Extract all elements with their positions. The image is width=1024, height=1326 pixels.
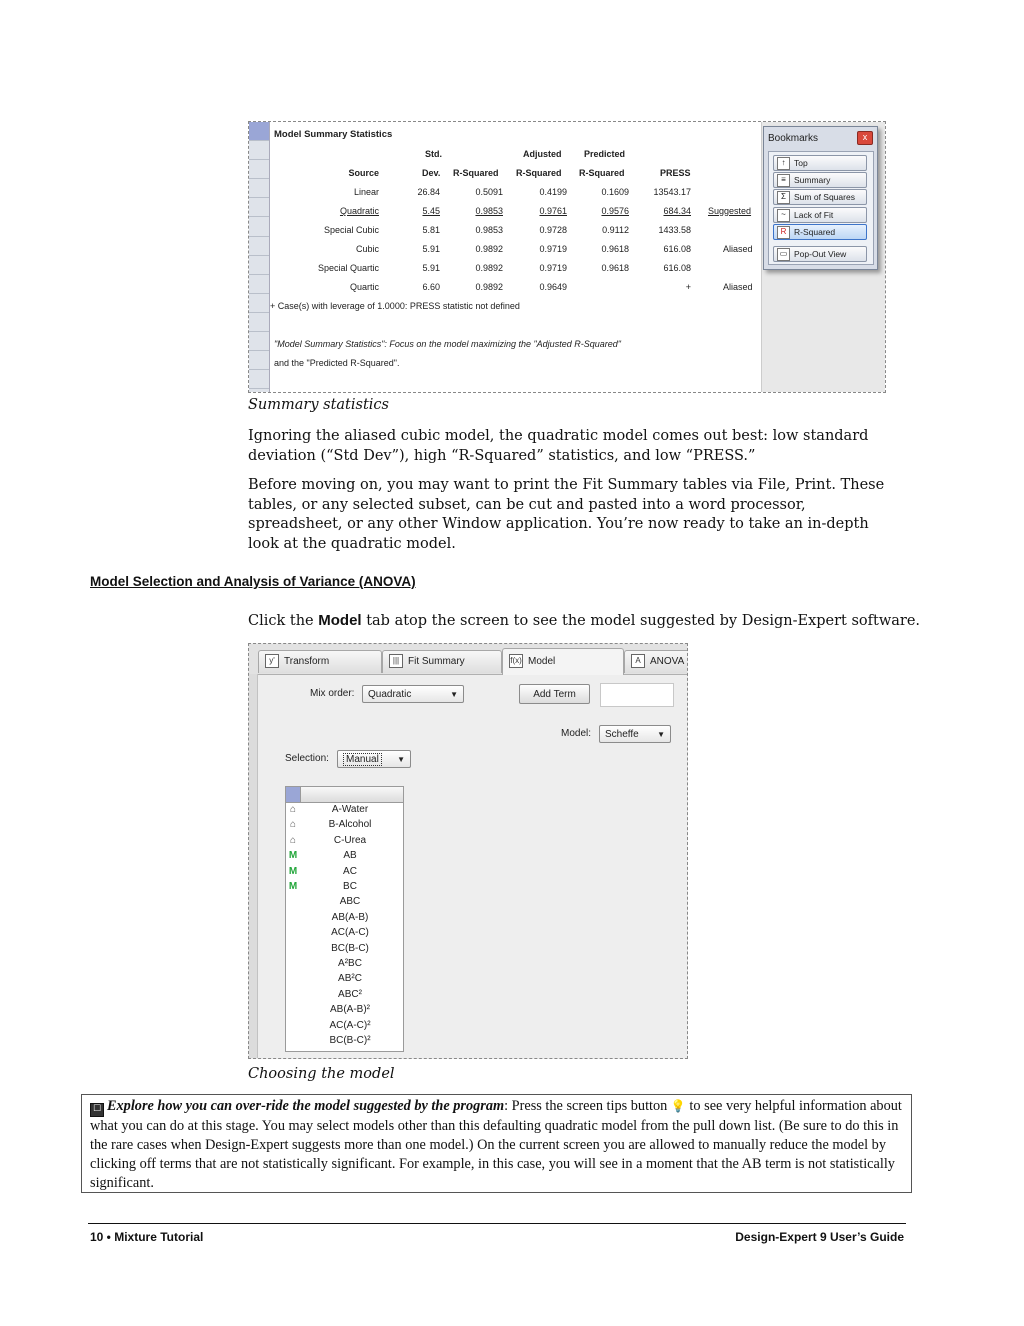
row-press: 616.08 — [663, 244, 691, 254]
row-r2: 0.9892 — [475, 263, 503, 273]
term-row[interactable]: ⌂ B-Alcohol — [286, 817, 403, 832]
bookmark-sum-of-squares-button[interactable]: Σ Sum of Squares — [773, 189, 867, 205]
add-term-input[interactable] — [600, 683, 674, 707]
term-row[interactable]: AB(A-B)² — [330, 1004, 370, 1016]
row-pred-r2: 0.1609 — [601, 187, 629, 197]
function-icon: f(x) — [509, 654, 523, 668]
summary-table — [270, 122, 760, 392]
tab-transform[interactable]: y' Transform — [258, 650, 382, 673]
row-note: Suggested — [708, 206, 752, 216]
row-press: + — [685, 282, 691, 292]
model-term-icon: M — [288, 881, 298, 892]
row-pred-r2: 0.9618 — [601, 263, 629, 273]
term-row[interactable]: BC(B-C)² — [329, 1035, 371, 1046]
row-std-dev: 5.91 — [422, 244, 440, 254]
header-press: PRESS — [660, 168, 691, 178]
bookmarks-title: Bookmarks — [768, 133, 819, 144]
tab-bar — [249, 644, 687, 675]
chevron-down-icon: ▼ — [397, 755, 405, 764]
row-r2: 0.9853 — [475, 206, 503, 216]
selection-label: Selection: — [285, 753, 329, 764]
row-adj-r2: 0.9719 — [539, 263, 567, 273]
lock-icon: ⌂ — [289, 819, 297, 831]
footer-right: Design-Expert 9 User’s Guide — [735, 1230, 904, 1244]
row-press: 1433.58 — [658, 225, 691, 235]
selection-dropdown[interactable]: Manual ▼ — [337, 750, 411, 768]
leverage-note: + Case(s) with leverage of 1.0000: PRESS statistic not defined — [270, 301, 520, 311]
row-number-column — [249, 122, 270, 392]
focus-note-1: "Model Summary Statistics": Focus on the model maximizing the "Adjusted R-Squared" — [274, 339, 621, 349]
mix-order-dropdown[interactable]: Quadratic ▼ — [362, 685, 464, 703]
tab-model[interactable]: f(x) Model — [502, 648, 624, 675]
row-pred-r2: 0.9576 — [601, 206, 629, 216]
row-std-dev: 26.84 — [417, 187, 440, 197]
row-r2: 0.9892 — [475, 282, 503, 292]
lightbulb-icon: 💡 — [670, 1099, 686, 1113]
model-label: Model: — [561, 728, 592, 739]
row-note: Aliased — [723, 244, 753, 254]
bookmark-summary-button[interactable]: ≡ Summary — [773, 172, 867, 188]
row-source: Quartic — [349, 282, 379, 292]
fit-summary-icon: ||| — [389, 654, 403, 668]
term-row[interactable]: ⌂ C-Urea — [286, 833, 403, 848]
paragraph-ignoring: Ignoring the aliased cubic model, the quadratic model comes out best: low standard deviation (“Std Dev”), high “R-Squared” statistics, and low “PRESS.” — [248, 428, 869, 464]
paragraph-click-model: Click the Model tab atop the screen to see the model suggested by Design-Expert software. — [248, 612, 921, 629]
header-dev: Dev. — [422, 168, 441, 178]
summary-table-title: Model Summary Statistics — [274, 129, 393, 140]
term-row[interactable]: ⌂ A-Water — [286, 802, 403, 817]
term-row[interactable]: AC(A-C) — [331, 927, 369, 939]
header-predicted: Predicted — [584, 149, 626, 159]
model-term-icon: M — [288, 865, 298, 877]
row-pred-r2: 0.9618 — [601, 244, 629, 254]
pop-out-view-button[interactable]: ▭ Pop-Out View — [773, 246, 867, 262]
term-row[interactable]: AC(A-C)² — [329, 1019, 371, 1031]
term-list — [285, 786, 404, 1052]
bookmarks-panel — [763, 126, 878, 270]
model-tab-screenshot — [248, 643, 688, 1059]
term-row[interactable]: A²BC — [338, 958, 362, 969]
row-std-dev: 5.91 — [422, 263, 440, 273]
model-term-icon: M — [288, 850, 298, 862]
row-adj-r2: 0.9728 — [539, 225, 567, 235]
curve-icon: ~ — [777, 209, 790, 222]
row-source: Special Cubic — [323, 225, 379, 235]
list-icon: ≡ — [777, 174, 790, 187]
term-row[interactable]: M AB — [288, 850, 357, 862]
row-source: Linear — [353, 187, 379, 197]
row-source: Quadratic — [339, 206, 379, 216]
row-adj-r2: 0.9761 — [539, 206, 567, 216]
chevron-down-icon: ▼ — [657, 730, 665, 739]
lock-icon: ⌂ — [289, 804, 297, 815]
bookmarks-list — [768, 151, 874, 265]
term-row[interactable]: ABC² — [338, 988, 362, 1000]
row-press: 684.34 — [663, 206, 691, 216]
row-std-dev: 6.60 — [422, 282, 440, 292]
bookmark-lack-of-fit-button[interactable]: ~ Lack of Fit — [773, 207, 867, 223]
sigma-icon: Σ — [777, 191, 790, 204]
footer-left: 10 • Mixture Tutorial — [90, 1230, 204, 1244]
model-dropdown[interactable]: Scheffe ▼ — [599, 725, 671, 743]
header-adj-r-squared: R-Squared — [516, 168, 562, 178]
header-std: Std. — [425, 149, 442, 159]
row-adj-r2: 0.9649 — [539, 282, 567, 292]
term-row[interactable]: AB(A-B) — [331, 911, 369, 923]
mix-order-label: Mix order: — [310, 688, 355, 699]
explore-tip-box: ☐ Explore how you can over-ride the model suggested by the program: Press the screen tips button 💡 to see very helpful information about what you can do at this stage. You may select models other than this defaulting quadratic model from the pull down list. (Be sure to do this in the rare cases when Design-Expert suggests more than one model.) On the current screen you are allowed to manually reduce the model by clicking off terms that are not statistically significant. For example, in this case, you will see in a moment that the AB term is not statistically significant. — [81, 1094, 912, 1193]
paragraph-before-moving: Before moving on, you may want to print the Fit Summary tables via File, Print. These tables, or any selected subset, can be cut and pasted into a word processor, spreadsheet, or any other Window application. You’re now ready to take an in-depth look at the quadratic model. — [248, 477, 885, 552]
row-press: 616.08 — [663, 263, 691, 273]
row-source: Cubic — [355, 244, 379, 254]
section-heading: Model Selection and Analysis of Variance (ANOVA) — [90, 574, 416, 589]
caption-choosing-model: Choosing the model — [248, 1066, 395, 1082]
popout-icon: ▭ — [777, 248, 790, 261]
add-term-button[interactable]: Add Term — [519, 684, 590, 704]
term-row[interactable]: BC(B-C) — [331, 942, 369, 954]
r-squared-icon: R — [777, 226, 790, 239]
tab-anova[interactable]: A ANOVA — [624, 650, 688, 673]
caption-summary: Summary statistics — [248, 397, 389, 413]
term-row[interactable]: M BC — [288, 881, 357, 892]
footer-rule — [88, 1223, 906, 1224]
bookmark-top-button[interactable]: ↑ Top — [773, 155, 867, 171]
row-std-dev: 5.45 — [422, 206, 440, 216]
row-adj-r2: 0.9719 — [539, 244, 567, 254]
row-std-dev: 5.81 — [422, 225, 440, 235]
term-row[interactable]: AB²C — [338, 973, 362, 985]
row-r2: 0.9853 — [475, 225, 503, 235]
header-pred-r-squared: R-Squared — [579, 168, 625, 178]
chevron-down-icon: ▼ — [450, 690, 458, 699]
explore-lead: Explore how you can over-ride the model suggested by the program — [107, 1098, 505, 1114]
row-pred-r2: 0.9112 — [602, 225, 629, 235]
arrow-up-icon: ↑ — [777, 157, 790, 170]
focus-note-2: and the "Predicted R-Squared". — [274, 358, 400, 368]
header-adjusted: Adjusted — [523, 149, 562, 159]
row-r2: 0.9892 — [475, 244, 503, 254]
row-press: 13543.17 — [653, 187, 691, 197]
lock-icon: ⌂ — [289, 834, 297, 846]
header-source: Source — [348, 168, 379, 178]
explore-icon: ☐ — [90, 1103, 104, 1117]
row-note: Aliased — [723, 282, 753, 292]
row-r2: 0.5091 — [475, 187, 503, 197]
anova-icon: A — [631, 654, 645, 668]
left-strip — [249, 674, 258, 1058]
row-source: Special Quartic — [317, 263, 379, 273]
term-row[interactable]: ABC — [339, 896, 361, 908]
transform-icon: y' — [265, 654, 279, 668]
close-icon[interactable]: x — [857, 131, 873, 145]
bookmark-r-squared-button[interactable]: R R-Squared — [773, 224, 867, 240]
tab-fit-summary[interactable]: ||| Fit Summary — [382, 650, 502, 673]
term-row[interactable]: M AC — [288, 865, 357, 877]
header-r-squared: R-Squared — [453, 168, 499, 178]
model-summary-screenshot — [248, 121, 886, 393]
row-adj-r2: 0.4199 — [539, 187, 567, 197]
